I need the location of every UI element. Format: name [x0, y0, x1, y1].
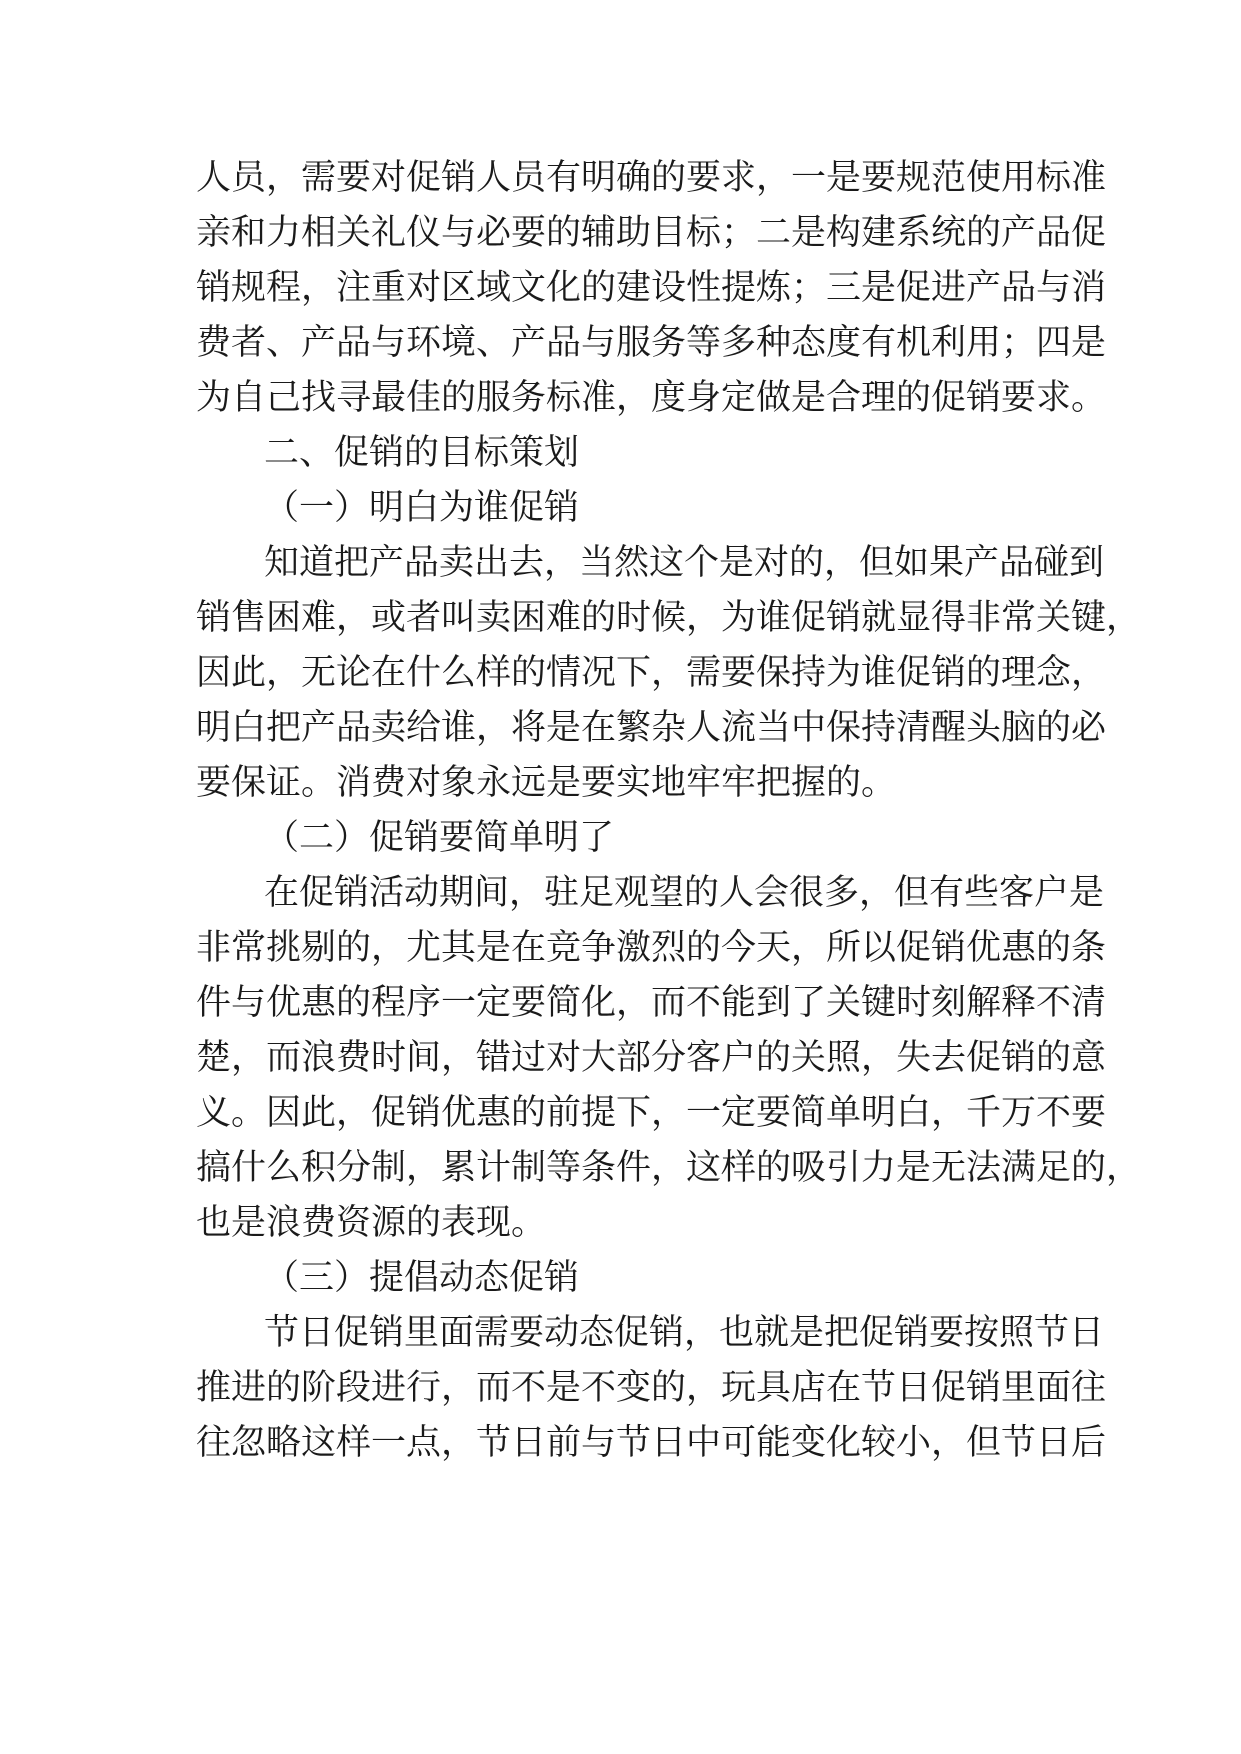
text-line: 也是浪费资源的表现。	[196, 1203, 547, 1243]
text-line: 楚，而浪费时间，错过对大部分客户的关照，失去促销的意	[196, 1038, 1107, 1078]
text-line: 为自己找寻最佳的服务标准，度身定做是合理的促销要求。	[196, 378, 1107, 418]
paragraph-first-line: 节日促销里面需要动态促销，也就是把促销要按照节日	[264, 1313, 1105, 1353]
text-line: 推进的阶段进行，而不是不变的，玩具店在节日促销里面往	[196, 1368, 1107, 1408]
text-line: 销规程，注重对区域文化的建设性提炼；三是促进产品与消	[196, 268, 1107, 308]
text-line: 非常挑剔的，尤其是在竞争激烈的今天，所以促销优惠的条	[196, 928, 1107, 968]
paragraph-first-line: 在促销活动期间，驻足观望的人会很多，但有些客户是	[264, 873, 1105, 913]
text-line: 人员，需要对促销人员有明确的要求，一是要规范使用标准	[196, 158, 1107, 198]
subsection-heading: （二）促销要简单明了	[264, 818, 615, 858]
text-line: 销售困难，或者叫卖困难的时候，为谁促销就显得非常关键，	[196, 598, 1142, 638]
text-line: 义。因此，促销优惠的前提下，一定要简单明白，千万不要	[196, 1093, 1107, 1133]
text-line: 费者、产品与环境、产品与服务等多种态度有机利用；四是	[196, 323, 1107, 363]
text-line: 亲和力相关礼仪与必要的辅助目标；二是构建系统的产品促	[196, 213, 1107, 253]
text-line: 明白把产品卖给谁，将是在繁杂人流当中保持清醒头脑的必	[196, 708, 1107, 748]
text-line: 件与优惠的程序一定要简化，而不能到了关键时刻解释不清	[196, 983, 1107, 1023]
paragraph-first-line: 知道把产品卖出去，当然这个是对的，但如果产品碰到	[264, 543, 1105, 583]
text-line: 因此，无论在什么样的情况下，需要保持为谁促销的理念，	[196, 653, 1107, 693]
text-line: 要保证。消费对象永远是要实地牢牢把握的。	[196, 763, 897, 803]
subsection-heading: （一）明白为谁促销	[264, 488, 580, 528]
text-line: 往忽略这样一点，节日前与节日中可能变化较小，但节日后	[196, 1423, 1107, 1463]
subsection-heading: （三）提倡动态促销	[264, 1258, 580, 1298]
text-line: 搞什么积分制，累计制等条件，这样的吸引力是无法满足的，	[196, 1148, 1142, 1188]
section-heading: 二、促销的目标策划	[264, 433, 580, 473]
